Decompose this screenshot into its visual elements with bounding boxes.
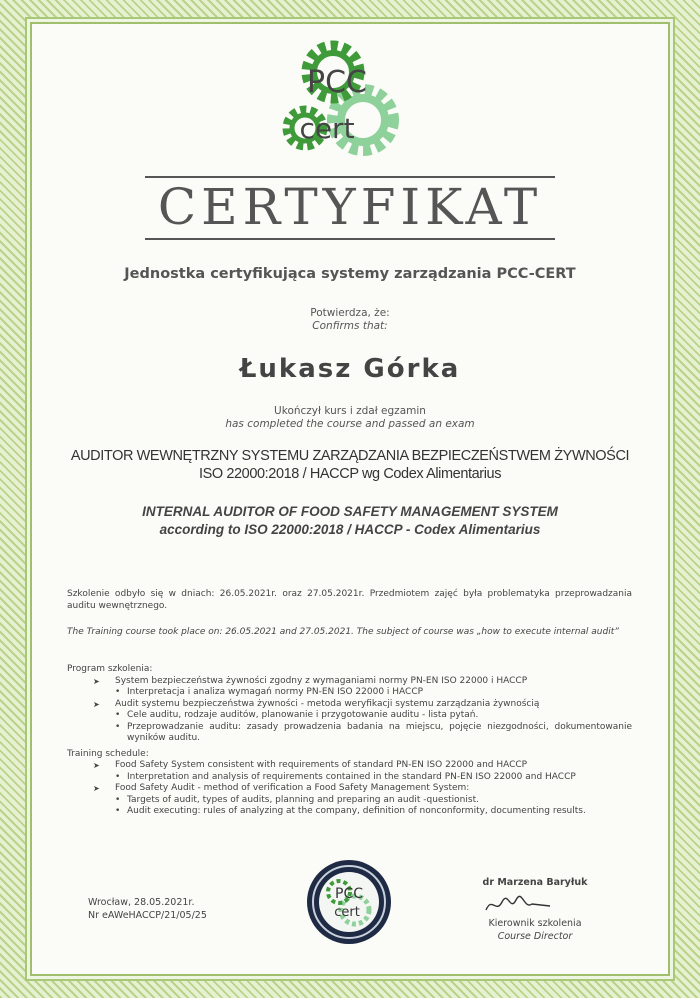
completion-en: has completed the course and passed an exam <box>225 418 475 430</box>
certificate-title: CERTYFIKAT <box>157 178 543 236</box>
certificate-number: Nr eAWeHACCP/21/05/25 <box>88 910 207 921</box>
signer-role-en: Course Director <box>497 931 573 942</box>
seal-text-pcc: PCC <box>335 886 363 902</box>
seal-text-cert: cert <box>334 905 360 920</box>
list-item: • Audit executing: rules of analyzing at the company, definition of nonconformity, documenting results. <box>67 806 632 818</box>
list-item: • Interpretation and analysis of requirements contained in the standard PN-EN ISO 22000 and HACCP <box>67 772 632 784</box>
program-pl-heading: Program szkolenia: <box>67 664 153 674</box>
list-item: ➤ Food Safety Audit - method of verification a Food Safety Management System: <box>67 783 632 795</box>
confirms-pl: Potwierdza, że: <box>310 307 390 319</box>
training-info-en: The Training course took place on: 26.05.2021 and 27.05.2021. The subject of course was „how to execute internal audit” <box>67 627 619 637</box>
completion-pl: Ukończył kurs i zdał egzamin <box>274 405 426 417</box>
list-item: • Interpretacja i analiza wymagań normy PN-EN ISO 22000 i HACCP <box>67 687 632 699</box>
list-item: ➤ Audit systemu bezpieczeństwa żywności - metoda weryfikacji systemu zarządzania żywnością <box>67 699 632 711</box>
official-seal <box>305 858 393 946</box>
certificate-page <box>30 22 670 976</box>
list-item: • Targets of audit, types of audits, planning and preparing an audit -questionist. <box>67 795 632 807</box>
pcc-cert-logo <box>275 40 425 165</box>
certifying-unit: Jednostka certyfikująca systemy zarządzania PCC-CERT <box>124 266 576 282</box>
issue-info <box>88 896 207 922</box>
course-title-pl-line1: AUDITOR WEWNĘTRZNY SYSTEMU ZARZĄDZANIA BEZPIECZEŃSTWEM ŻYWNOŚCI <box>70 448 630 464</box>
course-title-pl <box>0 447 700 483</box>
course-title-en-line1: INTERNAL AUDITOR OF FOOD SAFETY MANAGEMENT SYSTEM <box>142 504 558 519</box>
course-title-en-line2: according to ISO 22000:2018 / HACCP - Codex Alimentarius <box>159 522 541 537</box>
title-rule-bottom <box>145 238 555 240</box>
confirms-en: Confirms that: <box>312 320 388 332</box>
handwritten-signature <box>480 892 560 916</box>
training-info-pl: Szkolenie odbyło się w dniach: 26.05.2021r. oraz 27.05.2021r. Przedmiotem zajęć była problematyka przeprowadzania auditu wewnętrznego. <box>67 589 632 611</box>
place-date: Wrocław, 28.05.2021r. <box>88 897 195 908</box>
course-title-en <box>0 503 700 539</box>
program-en-heading: Training schedule: <box>67 748 149 759</box>
signer-name: dr Marzena Baryłuk <box>482 877 588 888</box>
course-title-pl-line2: ISO 22000:2018 / HACCP wg Codex Alimentarius <box>198 466 502 482</box>
logo-text-cert: cert <box>299 112 355 145</box>
program-pl <box>67 664 632 818</box>
logo-text-pcc: PCC <box>307 65 367 100</box>
signer-role-pl: Kierownik szkolenia <box>488 918 582 929</box>
recipient-name: Łukasz Górka <box>239 354 461 384</box>
list-item: ➤ System bezpieczeństwa żywności zgodny z wymaganiami normy PN-EN ISO 22000 i HACCP <box>67 676 632 688</box>
list-item: • Cele auditu, rodzaje auditów, planowanie i przygotowanie auditu - lista pytań. <box>67 710 632 722</box>
list-item: ➤ Food Safety System consistent with requirements of standard PN-EN ISO 22000 and HACCP <box>67 760 632 772</box>
list-item: • Przeprowadzanie auditu: zasady prowadzenia badania na miejscu, pojęcie niezgodności, dokumentowanie wyników auditu. <box>67 722 632 745</box>
